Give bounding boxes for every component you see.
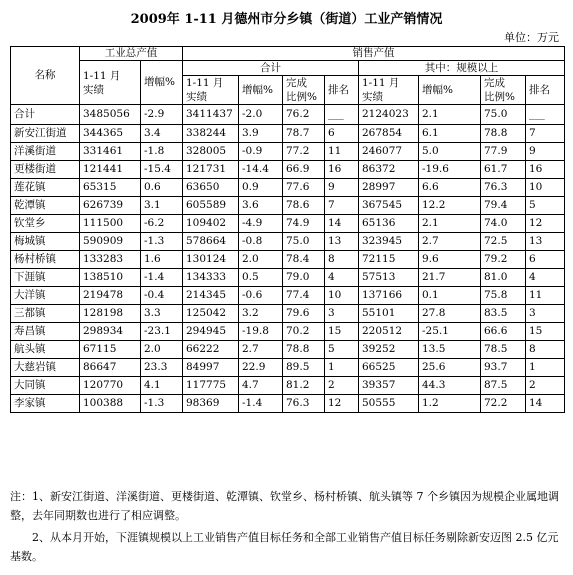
header-actual-line2: 实绩 xyxy=(362,91,383,103)
cell-scale-rank: 4 xyxy=(526,269,565,287)
cell-scale-growth: 44.3 xyxy=(419,377,481,395)
cell-sales-rank: 12 xyxy=(325,395,359,413)
cell-output-growth: -1.3 xyxy=(141,395,183,413)
cell-scale-completion: 79.4 xyxy=(481,197,526,215)
cell-output-actual: 590909 xyxy=(80,233,141,251)
cell-scale-actual: 39357 xyxy=(359,377,419,395)
cell-scale-rank: 7 xyxy=(526,125,565,143)
cell-scale-actual: 55101 xyxy=(359,305,419,323)
header-completion-line1: 完成 xyxy=(484,77,505,89)
table-row xyxy=(11,269,565,287)
cell-output-actual: 3485056 xyxy=(80,105,141,125)
cell-sales-actual: 109402 xyxy=(183,215,239,233)
cell-scale-growth: 1.2 xyxy=(419,395,481,413)
cell-town-name: 下涯镇 xyxy=(11,269,80,287)
cell-output-actual: 298934 xyxy=(80,323,141,341)
cell-scale-rank: 16 xyxy=(526,161,565,179)
cell-sales-actual: 125042 xyxy=(183,305,239,323)
cell-sales-rank: 10 xyxy=(325,287,359,305)
cell-sales-growth: -0.9 xyxy=(239,143,283,161)
cell-output-actual: 111500 xyxy=(80,215,141,233)
cell-sales-actual: 605589 xyxy=(183,197,239,215)
cell-scale-rank: 15 xyxy=(526,323,565,341)
cell-town-name: 杨村桥镇 xyxy=(11,251,80,269)
cell-scale-completion: 66.6 xyxy=(481,323,526,341)
cell-sales-completion: 70.2 xyxy=(283,323,325,341)
cell-output-actual: 219478 xyxy=(80,287,141,305)
cell-sales-rank: 6 xyxy=(325,125,359,143)
cell-output-growth: 4.1 xyxy=(141,377,183,395)
cell-sales-completion: 81.2 xyxy=(283,377,325,395)
cell-sales-completion: 79.0 xyxy=(283,269,325,287)
cell-sales-actual: 63650 xyxy=(183,179,239,197)
cell-scale-rank: 6 xyxy=(526,251,565,269)
cell-scale-rank: 11 xyxy=(526,287,565,305)
cell-town-name: 更楼街道 xyxy=(11,161,80,179)
cell-sales-growth: -4.9 xyxy=(239,215,283,233)
cell-sales-completion: 76.3 xyxy=(283,395,325,413)
cell-sales-growth: 3.2 xyxy=(239,305,283,323)
table-body xyxy=(11,105,565,413)
cell-town-name: 三都镇 xyxy=(11,305,80,323)
cell-sales-rank: 16 xyxy=(325,161,359,179)
unit-label: 单位：万元 xyxy=(504,31,559,44)
cell-scale-rank: 2 xyxy=(526,377,565,395)
cell-town-name: 洋溪街道 xyxy=(11,143,80,161)
cell-sales-rank: 3 xyxy=(325,305,359,323)
cell-output-actual: 133283 xyxy=(80,251,141,269)
table-row xyxy=(11,323,565,341)
cell-town-name: 大洋镇 xyxy=(11,287,80,305)
cell-scale-rank: 10 xyxy=(526,179,565,197)
cell-sales-completion: 77.2 xyxy=(283,143,325,161)
cell-scale-completion: 83.5 xyxy=(481,305,526,323)
cell-sales-rank: 11 xyxy=(325,143,359,161)
table-row xyxy=(11,233,565,251)
cell-town-name: 航头镇 xyxy=(11,341,80,359)
cell-sales-rank: 7 xyxy=(325,197,359,215)
header-actual-line1: 1-11 月 xyxy=(362,77,400,89)
cell-sales-growth: -19.8 xyxy=(239,323,283,341)
cell-sales-completion: 74.9 xyxy=(283,215,325,233)
header-total-sub: 合计 xyxy=(183,61,359,76)
header-name: 名称 xyxy=(11,47,80,105)
header-completion-line2: 比例% xyxy=(484,91,515,103)
cell-town-name: 李家镇 xyxy=(11,395,80,413)
table-row xyxy=(11,359,565,377)
cell-scale-completion: 81.0 xyxy=(481,269,526,287)
cell-scale-growth: 27.8 xyxy=(419,305,481,323)
table-row xyxy=(11,215,565,233)
cell-scale-actual: 28997 xyxy=(359,179,419,197)
cell-output-growth: 0.6 xyxy=(141,179,183,197)
cell-scale-actual: 66525 xyxy=(359,359,419,377)
table-row xyxy=(11,287,565,305)
cell-scale-completion: 87.5 xyxy=(481,377,526,395)
header-actual-line1: 1-11 月 xyxy=(83,69,121,82)
header-sales-group: 销售产值 xyxy=(183,47,565,61)
cell-scale-actual: 367545 xyxy=(359,197,419,215)
header-total-actual xyxy=(183,76,239,105)
cell-scale-rank: ___ xyxy=(526,105,565,125)
table-row xyxy=(11,125,565,143)
cell-town-name: 合计 xyxy=(11,105,80,125)
cell-scale-growth: 2.1 xyxy=(419,215,481,233)
footnote-1: 注：1、新安江街道、洋溪街道、更楼街道、乾潭镇、钦堂乡、杨村桥镇、航头镇等 7 个乡镇因为规模企业属地调整，去年同期数也进行了相应调整。 xyxy=(10,490,559,522)
cell-scale-actual: 220512 xyxy=(359,323,419,341)
header-row-2 xyxy=(11,61,565,76)
cell-scale-completion: 79.2 xyxy=(481,251,526,269)
cell-output-actual: 86647 xyxy=(80,359,141,377)
cell-output-actual: 120770 xyxy=(80,377,141,395)
cell-scale-completion: 72.2 xyxy=(481,395,526,413)
cell-sales-completion: 79.6 xyxy=(283,305,325,323)
cell-output-actual: 121441 xyxy=(80,161,141,179)
header-scale-actual xyxy=(359,76,419,105)
cell-output-actual: 138510 xyxy=(80,269,141,287)
cell-scale-completion: 76.3 xyxy=(481,179,526,197)
cell-town-name: 寿昌镇 xyxy=(11,323,80,341)
header-actual-line1: 1-11 月 xyxy=(186,77,224,89)
cell-output-actual: 100388 xyxy=(80,395,141,413)
table-row xyxy=(11,105,565,125)
cell-town-name: 钦堂乡 xyxy=(11,215,80,233)
header-actual-line2: 实绩 xyxy=(83,83,104,96)
cell-sales-growth: -14.4 xyxy=(239,161,283,179)
cell-output-growth: -6.2 xyxy=(141,215,183,233)
cell-output-growth: -1.3 xyxy=(141,233,183,251)
cell-scale-growth: 12.2 xyxy=(419,197,481,215)
cell-scale-growth: 2.7 xyxy=(419,233,481,251)
cell-scale-rank: 9 xyxy=(526,143,565,161)
cell-town-name: 新安江街道 xyxy=(11,125,80,143)
cell-output-growth: 3.1 xyxy=(141,197,183,215)
cell-sales-growth: -0.6 xyxy=(239,287,283,305)
cell-output-actual: 67115 xyxy=(80,341,141,359)
cell-scale-rank: 13 xyxy=(526,233,565,251)
cell-output-growth: -1.8 xyxy=(141,143,183,161)
cell-sales-growth: 0.5 xyxy=(239,269,283,287)
cell-output-actual: 128198 xyxy=(80,305,141,323)
cell-sales-completion: 75.0 xyxy=(283,233,325,251)
header-output-group: 工业总产值 xyxy=(80,47,183,61)
cell-sales-rank: 15 xyxy=(325,323,359,341)
cell-sales-rank: 4 xyxy=(325,269,359,287)
report-title: 2009年 1-11 月德州市分乡镇（街道）工业产销情况 xyxy=(130,12,443,27)
industry-sales-table xyxy=(10,46,565,413)
cell-scale-actual: 72115 xyxy=(359,251,419,269)
cell-output-actual: 344365 xyxy=(80,125,141,143)
cell-sales-growth: -1.4 xyxy=(239,395,283,413)
table-row xyxy=(11,161,565,179)
cell-scale-rank: 3 xyxy=(526,305,565,323)
cell-scale-growth: 6.1 xyxy=(419,125,481,143)
cell-sales-completion: 77.6 xyxy=(283,179,325,197)
cell-scale-actual: 57513 xyxy=(359,269,419,287)
cell-sales-actual: 117775 xyxy=(183,377,239,395)
cell-scale-growth: 5.0 xyxy=(419,143,481,161)
cell-scale-growth: 2.1 xyxy=(419,105,481,125)
cell-town-name: 梅城镇 xyxy=(11,233,80,251)
cell-scale-actual: 50555 xyxy=(359,395,419,413)
cell-scale-rank: 1 xyxy=(526,359,565,377)
footnote-2: 2、从本月开始，下涯镇规模以上工业销售产值目标任务和全部工业销售产值目标任务剔除新安迈图 2.5 亿元基数。 xyxy=(10,531,559,563)
cell-sales-actual: 214345 xyxy=(183,287,239,305)
cell-sales-completion: 89.5 xyxy=(283,359,325,377)
table-row xyxy=(11,179,565,197)
cell-scale-growth: -19.6 xyxy=(419,161,481,179)
cell-scale-completion: 78.8 xyxy=(481,125,526,143)
cell-sales-growth: 0.9 xyxy=(239,179,283,197)
table-row xyxy=(11,341,565,359)
header-completion-line1: 完成 xyxy=(286,77,307,89)
cell-sales-rank: 14 xyxy=(325,215,359,233)
cell-output-growth: -1.4 xyxy=(141,269,183,287)
cell-scale-completion: 78.5 xyxy=(481,341,526,359)
cell-sales-completion: 78.7 xyxy=(283,125,325,143)
cell-sales-growth: -2.0 xyxy=(239,105,283,125)
cell-town-name: 大慈岩镇 xyxy=(11,359,80,377)
cell-sales-growth: 4.7 xyxy=(239,377,283,395)
cell-output-growth: 2.0 xyxy=(141,341,183,359)
cell-town-name: 大同镇 xyxy=(11,377,80,395)
cell-sales-rank: 2 xyxy=(325,377,359,395)
cell-scale-completion: 77.9 xyxy=(481,143,526,161)
cell-sales-actual: 134333 xyxy=(183,269,239,287)
cell-scale-actual: 2124023 xyxy=(359,105,419,125)
table-row xyxy=(11,197,565,215)
cell-scale-rank: 8 xyxy=(526,341,565,359)
cell-sales-growth: 3.9 xyxy=(239,125,283,143)
cell-scale-completion: 72.5 xyxy=(481,233,526,251)
cell-sales-actual: 294945 xyxy=(183,323,239,341)
header-scale-growth: 增幅% xyxy=(419,76,481,105)
cell-output-growth: -0.4 xyxy=(141,287,183,305)
header-scale-rank: 排名 xyxy=(526,76,565,105)
header-total-completion xyxy=(283,76,325,105)
cell-scale-completion: 74.0 xyxy=(481,215,526,233)
cell-output-growth: 3.3 xyxy=(141,305,183,323)
cell-sales-completion: 66.9 xyxy=(283,161,325,179)
header-scale-sub: 其中：规模以上 xyxy=(359,61,565,76)
cell-scale-actual: 137166 xyxy=(359,287,419,305)
cell-sales-completion: 77.4 xyxy=(283,287,325,305)
cell-scale-growth: 25.6 xyxy=(419,359,481,377)
header-output-growth: 增幅% xyxy=(141,61,183,105)
cell-output-growth: 23.3 xyxy=(141,359,183,377)
cell-output-growth: -2.9 xyxy=(141,105,183,125)
cell-scale-completion: 61.7 xyxy=(481,161,526,179)
cell-output-actual: 331461 xyxy=(80,143,141,161)
header-completion-line2: 比例% xyxy=(286,91,317,103)
header-total-growth: 增幅% xyxy=(239,76,283,105)
header-row-1 xyxy=(11,47,565,61)
cell-sales-completion: 78.4 xyxy=(283,251,325,269)
cell-sales-completion: 78.8 xyxy=(283,341,325,359)
cell-sales-rank: 8 xyxy=(325,251,359,269)
cell-scale-actual: 39252 xyxy=(359,341,419,359)
table-row xyxy=(11,251,565,269)
cell-output-growth: -15.4 xyxy=(141,161,183,179)
cell-scale-rank: 14 xyxy=(526,395,565,413)
cell-sales-rank: 5 xyxy=(325,341,359,359)
header-scale-completion xyxy=(481,76,526,105)
cell-scale-growth: 0.1 xyxy=(419,287,481,305)
cell-scale-growth: 6.6 xyxy=(419,179,481,197)
cell-sales-actual: 130124 xyxy=(183,251,239,269)
cell-sales-completion: 76.2 xyxy=(283,105,325,125)
table-row xyxy=(11,143,565,161)
cell-sales-actual: 338244 xyxy=(183,125,239,143)
cell-sales-actual: 3411437 xyxy=(183,105,239,125)
cell-sales-growth: -0.8 xyxy=(239,233,283,251)
cell-scale-growth: 21.7 xyxy=(419,269,481,287)
cell-sales-growth: 22.9 xyxy=(239,359,283,377)
cell-sales-growth: 2.0 xyxy=(239,251,283,269)
cell-scale-actual: 267854 xyxy=(359,125,419,143)
cell-scale-actual: 246077 xyxy=(359,143,419,161)
table-row xyxy=(11,377,565,395)
cell-output-growth: 3.4 xyxy=(141,125,183,143)
cell-scale-rank: 12 xyxy=(526,215,565,233)
cell-sales-actual: 328005 xyxy=(183,143,239,161)
cell-sales-actual: 66222 xyxy=(183,341,239,359)
cell-scale-completion: 75.0 xyxy=(481,105,526,125)
cell-town-name: 莲花镇 xyxy=(11,179,80,197)
cell-sales-growth: 3.6 xyxy=(239,197,283,215)
cell-scale-growth: 13.5 xyxy=(419,341,481,359)
cell-sales-actual: 578664 xyxy=(183,233,239,251)
cell-scale-completion: 75.8 xyxy=(481,287,526,305)
cell-scale-rank: 5 xyxy=(526,197,565,215)
cell-sales-rank: ___ xyxy=(325,105,359,125)
table-row xyxy=(11,395,565,413)
cell-sales-actual: 84997 xyxy=(183,359,239,377)
cell-output-growth: -23.1 xyxy=(141,323,183,341)
table-row xyxy=(11,305,565,323)
header-output-actual xyxy=(80,61,141,105)
cell-output-growth: 1.6 xyxy=(141,251,183,269)
cell-scale-growth: 9.6 xyxy=(419,251,481,269)
cell-town-name: 乾潭镇 xyxy=(11,197,80,215)
cell-sales-growth: 2.7 xyxy=(239,341,283,359)
cell-sales-rank: 1 xyxy=(325,359,359,377)
header-actual-line2: 实绩 xyxy=(186,91,207,103)
cell-scale-actual: 323945 xyxy=(359,233,419,251)
cell-scale-actual: 65136 xyxy=(359,215,419,233)
header-total-rank: 排名 xyxy=(325,76,359,105)
cell-sales-rank: 9 xyxy=(325,179,359,197)
cell-scale-growth: -25.1 xyxy=(419,323,481,341)
cell-sales-actual: 121731 xyxy=(183,161,239,179)
cell-output-actual: 65315 xyxy=(80,179,141,197)
cell-sales-actual: 98369 xyxy=(183,395,239,413)
cell-scale-actual: 86372 xyxy=(359,161,419,179)
cell-sales-completion: 78.6 xyxy=(283,197,325,215)
cell-scale-completion: 93.7 xyxy=(481,359,526,377)
cell-sales-rank: 13 xyxy=(325,233,359,251)
cell-output-actual: 626739 xyxy=(80,197,141,215)
